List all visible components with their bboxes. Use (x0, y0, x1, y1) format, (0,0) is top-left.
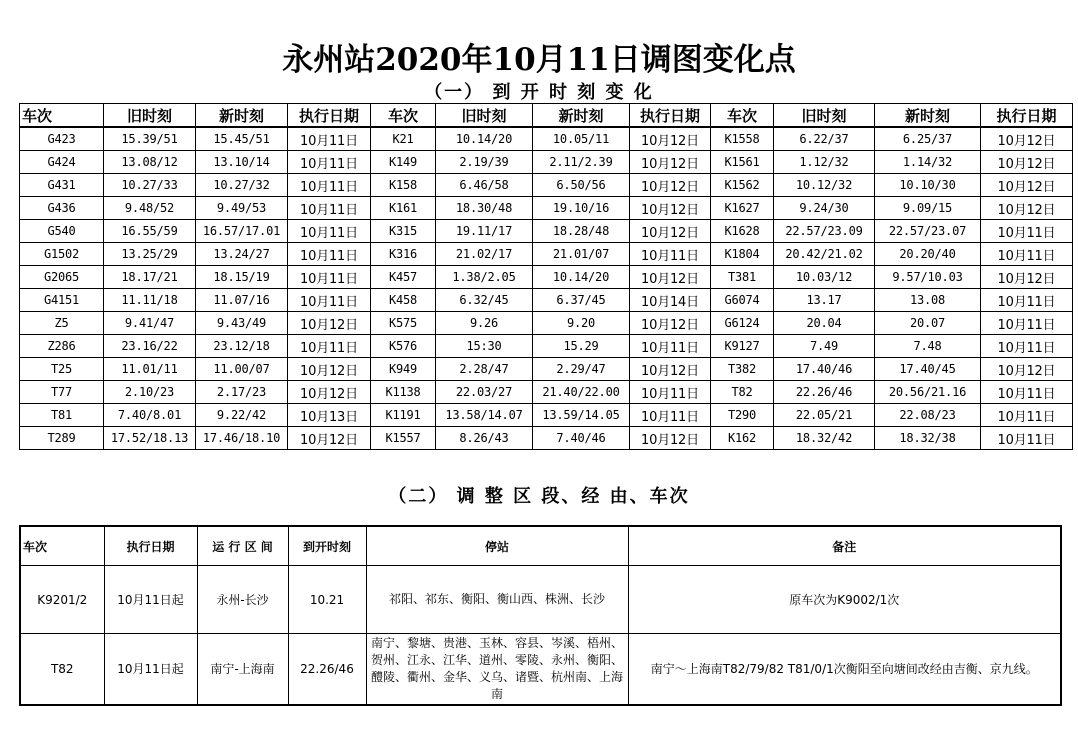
cell-new-time: 23.12/18 (196, 335, 288, 358)
cell-old-time: 19.11/17 (436, 220, 533, 243)
cell-new-time: 13.10/14 (196, 151, 288, 174)
cell-exec-date: 10月11日 (981, 312, 1073, 335)
cell-new-time: 15.29 (533, 335, 630, 358)
cell-new-time: 20.56/21.16 (875, 381, 981, 404)
cell-exec-date: 10月11日 (288, 335, 371, 358)
cell-exec-date: 10月11日 (630, 381, 711, 404)
section2-title: （二） 调 整 区 段、经 由、车次 (388, 486, 690, 507)
cell-train: T77 (20, 381, 104, 404)
table-row (20, 151, 1073, 174)
cell-exec-date: 10月14日 (630, 289, 711, 312)
cell-new-time: 7.40/46 (533, 427, 630, 450)
table-row (20, 312, 1073, 335)
cell-new-time: 6.25/37 (875, 127, 981, 151)
cell-train: K1628 (711, 220, 774, 243)
cell-old-time: 9.41/47 (104, 312, 196, 335)
cell-train: K949 (371, 358, 436, 381)
cell-new-time: 22.57/23.07 (875, 220, 981, 243)
cell-exec-date: 10月11日 (288, 127, 371, 151)
cell-train: T289 (20, 427, 104, 450)
cell-train: K576 (371, 335, 436, 358)
cell-new-time: 13.08 (875, 289, 981, 312)
cell-train: G1502 (20, 243, 104, 266)
table-row (20, 243, 1073, 266)
cell-train: G436 (20, 197, 104, 220)
cell-exec-date: 10月11日起 (104, 634, 197, 705)
cell-train: G6124 (711, 312, 774, 335)
cell-exec-date: 10月12日 (630, 174, 711, 197)
col-header-remarks: 备注 (628, 526, 1061, 566)
col-header-new-time: 新时刻 (875, 104, 981, 128)
cell-train: G540 (20, 220, 104, 243)
cell-new-time: 18.32/38 (875, 427, 981, 450)
cell-old-time: 15:30 (436, 335, 533, 358)
cell-new-time: 9.57/10.03 (875, 266, 981, 289)
cell-train: T381 (711, 266, 774, 289)
table-row (20, 634, 1061, 705)
cell-exec-date: 10月11日 (288, 220, 371, 243)
cell-train: K575 (371, 312, 436, 335)
cell-remarks: 原车次为K9002/1次 (628, 566, 1061, 634)
col-header-arr-dep-time: 到开时刻 (288, 526, 366, 566)
cell-old-time: 10.03/12 (774, 266, 875, 289)
cell-new-time: 21.01/07 (533, 243, 630, 266)
cell-new-time: 10.10/30 (875, 174, 981, 197)
cell-train: K149 (371, 151, 436, 174)
cell-exec-date: 10月12日 (981, 151, 1073, 174)
cell-old-time: 16.55/59 (104, 220, 196, 243)
col-header-train: 车次 (20, 526, 104, 566)
cell-exec-date: 10月11日 (630, 404, 711, 427)
table-row (20, 197, 1073, 220)
cell-train: T81 (20, 404, 104, 427)
table-header-row (20, 104, 1073, 128)
cell-old-time: 17.40/46 (774, 358, 875, 381)
cell-new-time: 18.28/48 (533, 220, 630, 243)
cell-old-time: 9.24/30 (774, 197, 875, 220)
col-header-old-time: 旧时刻 (774, 104, 875, 128)
cell-new-time: 2.11/2.39 (533, 151, 630, 174)
cell-train: K1562 (711, 174, 774, 197)
cell-new-time: 17.46/18.10 (196, 427, 288, 450)
cell-exec-date: 10月11日起 (104, 566, 197, 634)
table-row (20, 404, 1073, 427)
table-row (20, 358, 1073, 381)
cell-old-time: 2.19/39 (436, 151, 533, 174)
col-header-new-time: 新时刻 (196, 104, 288, 128)
cell-old-time: 7.49 (774, 335, 875, 358)
cell-old-time: 17.52/18.13 (104, 427, 196, 450)
page-title: 永州站2020年10月11日调图变化点 (282, 42, 796, 78)
cell-train: K21 (371, 127, 436, 151)
schedule-change-table (19, 103, 1073, 450)
col-header-stops: 停站 (366, 526, 628, 566)
cell-old-time: 9.48/52 (104, 197, 196, 220)
cell-exec-date: 10月11日 (981, 220, 1073, 243)
cell-train: K158 (371, 174, 436, 197)
cell-train: G431 (20, 174, 104, 197)
cell-old-time: 1.38/2.05 (436, 266, 533, 289)
cell-exec-date: 10月11日 (981, 381, 1073, 404)
cell-train: K9127 (711, 335, 774, 358)
cell-new-time: 13.59/14.05 (533, 404, 630, 427)
col-header-exec-date: 执行日期 (630, 104, 711, 128)
col-header-train: 车次 (711, 104, 774, 128)
cell-new-time: 9.49/53 (196, 197, 288, 220)
cell-new-time: 15.45/51 (196, 127, 288, 151)
cell-exec-date: 10月12日 (288, 427, 371, 450)
cell-new-time: 9.43/49 (196, 312, 288, 335)
cell-train: T25 (20, 358, 104, 381)
schedule-change-body (20, 127, 1073, 450)
cell-new-time: 19.10/16 (533, 197, 630, 220)
cell-exec-date: 10月12日 (630, 220, 711, 243)
cell-train: T82 (20, 634, 104, 705)
cell-old-time: 20.04 (774, 312, 875, 335)
cell-train: T290 (711, 404, 774, 427)
cell-new-time: 22.08/23 (875, 404, 981, 427)
cell-route-section: 永州-长沙 (197, 566, 288, 634)
cell-old-time: 13.17 (774, 289, 875, 312)
cell-new-time: 1.14/32 (875, 151, 981, 174)
table-header-row (20, 526, 1061, 566)
cell-train: K457 (371, 266, 436, 289)
cell-old-time: 18.17/21 (104, 266, 196, 289)
cell-exec-date: 10月11日 (288, 243, 371, 266)
table-row (20, 174, 1073, 197)
cell-exec-date: 10月12日 (630, 197, 711, 220)
col-header-train: 车次 (20, 104, 104, 128)
cell-new-time: 20.07 (875, 312, 981, 335)
cell-old-time: 6.46/58 (436, 174, 533, 197)
cell-exec-date: 10月12日 (981, 127, 1073, 151)
cell-old-time: 22.03/27 (436, 381, 533, 404)
cell-train: K1557 (371, 427, 436, 450)
cell-train: K1191 (371, 404, 436, 427)
cell-train: G423 (20, 127, 104, 151)
cell-new-time: 2.17/23 (196, 381, 288, 404)
cell-train: G6074 (711, 289, 774, 312)
cell-old-time: 1.12/32 (774, 151, 875, 174)
cell-exec-date: 10月11日 (288, 289, 371, 312)
col-header-train: 车次 (371, 104, 436, 128)
cell-arr-dep-time: 22.26/46 (288, 634, 366, 705)
cell-new-time: 13.24/27 (196, 243, 288, 266)
cell-new-time: 18.15/19 (196, 266, 288, 289)
cell-train: K1558 (711, 127, 774, 151)
cell-stops: 祁阳、祁东、衡阳、衡山西、株洲、长沙 (366, 566, 628, 634)
cell-exec-date: 10月11日 (981, 404, 1073, 427)
cell-old-time: 13.25/29 (104, 243, 196, 266)
cell-train: K315 (371, 220, 436, 243)
cell-old-time: 7.40/8.01 (104, 404, 196, 427)
cell-train: G4151 (20, 289, 104, 312)
section1-title: （一） 到 开 时 刻 变 化 (424, 82, 654, 103)
cell-new-time: 7.48 (875, 335, 981, 358)
cell-route-section: 南宁-上海南 (197, 634, 288, 705)
cell-train: K1804 (711, 243, 774, 266)
cell-arr-dep-time: 10.21 (288, 566, 366, 634)
cell-new-time: 9.22/42 (196, 404, 288, 427)
cell-old-time: 10.12/32 (774, 174, 875, 197)
cell-exec-date: 10月11日 (981, 289, 1073, 312)
cell-exec-date: 10月12日 (981, 358, 1073, 381)
cell-old-time: 22.57/23.09 (774, 220, 875, 243)
cell-new-time: 10.14/20 (533, 266, 630, 289)
cell-exec-date: 10月11日 (981, 427, 1073, 450)
cell-new-time: 2.29/47 (533, 358, 630, 381)
cell-exec-date: 10月12日 (630, 427, 711, 450)
cell-old-time: 9.26 (436, 312, 533, 335)
col-header-exec-date: 执行日期 (981, 104, 1073, 128)
cell-train: G2065 (20, 266, 104, 289)
cell-exec-date: 10月11日 (288, 266, 371, 289)
cell-stops: 南宁、黎塘、贵港、玉林、容县、岑溪、梧州、贺州、江永、江华、道州、零陵、永州、衡阳、醴陵、衢州、金华、义乌、诸暨、杭州南、上海南 (366, 634, 628, 705)
cell-train: T82 (711, 381, 774, 404)
table-row (20, 566, 1061, 634)
cell-new-time: 6.50/56 (533, 174, 630, 197)
cell-old-time: 11.01/11 (104, 358, 196, 381)
cell-train: K316 (371, 243, 436, 266)
cell-old-time: 2.10/23 (104, 381, 196, 404)
cell-remarks: 南宁～上海南T82/79/82 T81/0/1次衡阳至向塘间改经由吉衡、京九线。 (628, 634, 1061, 705)
table-row (20, 127, 1073, 151)
table-row (20, 220, 1073, 243)
table-row (20, 427, 1073, 450)
cell-exec-date: 10月11日 (630, 243, 711, 266)
cell-old-time: 13.08/12 (104, 151, 196, 174)
cell-exec-date: 10月12日 (630, 151, 711, 174)
cell-old-time: 20.42/21.02 (774, 243, 875, 266)
cell-exec-date: 10月11日 (981, 335, 1073, 358)
cell-train: T382 (711, 358, 774, 381)
cell-train: K1138 (371, 381, 436, 404)
cell-exec-date: 10月11日 (288, 151, 371, 174)
cell-exec-date: 10月11日 (288, 174, 371, 197)
cell-train: K161 (371, 197, 436, 220)
cell-train: K162 (711, 427, 774, 450)
table-row (20, 289, 1073, 312)
col-header-old-time: 旧时刻 (436, 104, 533, 128)
cell-new-time: 11.00/07 (196, 358, 288, 381)
route-change-table (19, 525, 1062, 706)
cell-new-time: 9.09/15 (875, 197, 981, 220)
cell-new-time: 16.57/17.01 (196, 220, 288, 243)
cell-old-time: 10.27/33 (104, 174, 196, 197)
cell-train: Z286 (20, 335, 104, 358)
cell-train: G424 (20, 151, 104, 174)
cell-exec-date: 10月12日 (288, 358, 371, 381)
cell-exec-date: 10月11日 (981, 243, 1073, 266)
cell-old-time: 10.14/20 (436, 127, 533, 151)
cell-train: Z5 (20, 312, 104, 335)
cell-new-time: 9.20 (533, 312, 630, 335)
cell-old-time: 21.02/17 (436, 243, 533, 266)
col-header-new-time: 新时刻 (533, 104, 630, 128)
col-header-exec-date: 执行日期 (288, 104, 371, 128)
col-header-old-time: 旧时刻 (104, 104, 196, 128)
cell-exec-date: 10月11日 (288, 197, 371, 220)
table-row (20, 266, 1073, 289)
cell-old-time: 6.22/37 (774, 127, 875, 151)
cell-old-time: 13.58/14.07 (436, 404, 533, 427)
table-row (20, 381, 1073, 404)
cell-exec-date: 10月11日 (630, 335, 711, 358)
cell-old-time: 11.11/18 (104, 289, 196, 312)
cell-exec-date: 10月12日 (981, 197, 1073, 220)
cell-new-time: 10.27/32 (196, 174, 288, 197)
cell-exec-date: 10月12日 (288, 381, 371, 404)
cell-exec-date: 10月12日 (630, 127, 711, 151)
cell-old-time: 6.32/45 (436, 289, 533, 312)
cell-train: K458 (371, 289, 436, 312)
cell-new-time: 11.07/16 (196, 289, 288, 312)
cell-exec-date: 10月12日 (981, 266, 1073, 289)
cell-exec-date: 10月12日 (981, 174, 1073, 197)
cell-new-time: 10.05/11 (533, 127, 630, 151)
cell-exec-date: 10月12日 (630, 312, 711, 335)
cell-exec-date: 10月13日 (288, 404, 371, 427)
table-row (20, 335, 1073, 358)
cell-train: K1561 (711, 151, 774, 174)
cell-old-time: 15.39/51 (104, 127, 196, 151)
cell-old-time: 8.26/43 (436, 427, 533, 450)
cell-old-time: 2.28/47 (436, 358, 533, 381)
cell-exec-date: 10月12日 (288, 312, 371, 335)
cell-old-time: 18.30/48 (436, 197, 533, 220)
cell-exec-date: 10月12日 (630, 266, 711, 289)
cell-exec-date: 10月12日 (630, 358, 711, 381)
cell-new-time: 21.40/22.00 (533, 381, 630, 404)
cell-old-time: 18.32/42 (774, 427, 875, 450)
cell-train: K1627 (711, 197, 774, 220)
cell-old-time: 22.05/21 (774, 404, 875, 427)
cell-old-time: 22.26/46 (774, 381, 875, 404)
cell-new-time: 20.20/40 (875, 243, 981, 266)
cell-old-time: 23.16/22 (104, 335, 196, 358)
cell-new-time: 6.37/45 (533, 289, 630, 312)
col-header-route-section: 运 行 区 间 (197, 526, 288, 566)
cell-new-time: 17.40/45 (875, 358, 981, 381)
col-header-exec-date: 执行日期 (104, 526, 197, 566)
cell-train: K9201/2 (20, 566, 104, 634)
